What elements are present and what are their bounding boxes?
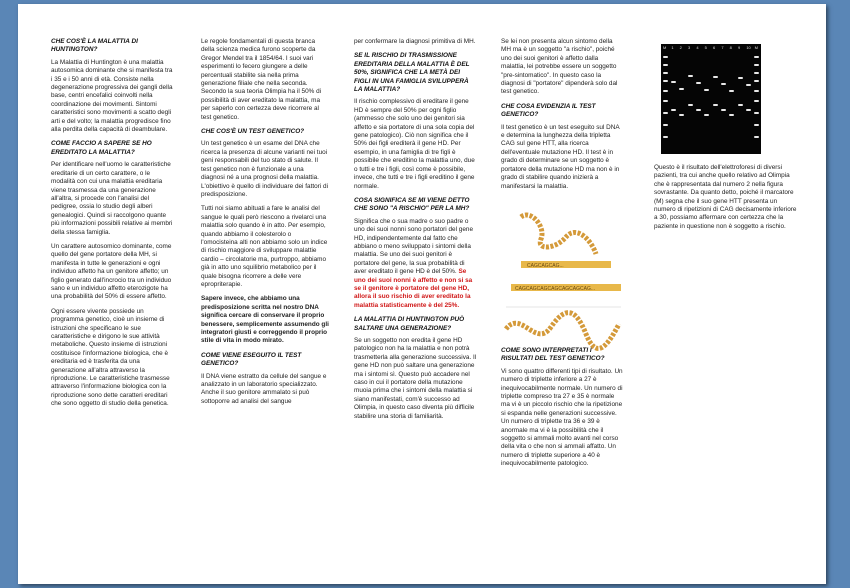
gel-band <box>671 109 676 111</box>
heading-what-is-genetic-test: CHE COS'È UN TEST GENETICO? <box>201 128 305 136</box>
paragraph: Un carattere autosomico dominante, come quello del gene portatore della MH, si manifesta in tutte le generazioni e ogni individuo affetto ha un genitore affetto; un figlio generato dall'incrocio tra un individuo sano e un individuo affetto eterozigote ha una probabilità del 50% di essere affetto. <box>51 242 172 301</box>
gel-band <box>754 136 759 138</box>
electrophoresis-gel-image <box>661 44 761 154</box>
gel-band <box>696 82 701 84</box>
gel-band <box>754 64 759 66</box>
column-5 <box>654 164 799 237</box>
gel-lane-label: 4 <box>696 45 699 50</box>
gel-band <box>738 77 743 79</box>
heading-at-risk: COSA SIGNIFICA SE MI VIENE DETTO CHE SONO "A RISCHIO" PER LA MH? <box>354 196 470 213</box>
paragraph: Il DNA viene estratto da cellule del sangue e analizzato in un laboratorio specializzato. Anche il suo genitore ammalato si può sottoporre ad analisi del sangue <box>201 372 327 405</box>
gel-band <box>754 56 759 58</box>
paragraph-highlight: Se uno dei suoi nonni è affetto e non si sa se il genitore è portatore del gene HD, allora il suo rischio di aver ereditato la malattia statisticamente è del 25%. <box>354 268 473 309</box>
paragraph: Tutti noi siamo abituati a fare le analisi del sangue le quali però riescono a rivelarci una malattia solo quando è in atto. Per esempio, quando abbiamo il colesterolo o l'omocisteina alti non abbiamo solo un indice di rischio maggiore di sviluppare malattie cardio – circolatorie ma, purtroppo, abbiamo già in atto uno squilibrio metabolico per il quale bisogna ricorrere a delle vere epropriterapie. <box>201 205 328 288</box>
heading-skip-generation: LA MALATTIA DI HUNTINGTON PUÒ SALTARE UNA GENERAZIONE? <box>354 316 465 332</box>
gel-lane-label: 10 <box>746 45 751 50</box>
gel-lane-label: 9 <box>738 45 741 50</box>
paragraph: La Malattia di Huntington è una malattia autosomica dominante che si manifesta tra i 35 e i 50 anni di età. Consiste nella degenerazione progressiva dei gangli della base, centri encefalici coinvolti nella coordinazione dei movimenti. Sintomi caratteristici sono movimenti a scatto degli arti e del volto; la malattia progredisce fino alla perdita della capacità di deambulare. <box>51 58 173 134</box>
gel-band <box>663 124 668 126</box>
heading-what-is-huntington: CHE COS'È LA MALATTIA DI HUNTINGTON? <box>51 38 138 54</box>
gel-lane-label: M <box>663 45 667 50</box>
gel-band <box>754 100 759 102</box>
gel-band <box>679 88 684 90</box>
column-2 <box>201 38 329 412</box>
gel-band <box>663 64 668 66</box>
paragraph: Il test genetico è un test eseguito sul DNA e determina la lunghezza della tripletta CAG sul gene HTT, alla ricerca dell'eventuale mutazione HD. Il test è in grado di determinare se un soggetto è portatore della mutazione HD ma non è in grado di stabilire quando inizierà a manifestarsi la malattia. <box>501 123 620 190</box>
paragraph: Un test genetico è un esame del DNA che ricerca la presenza di alcune varianti nei tuoi geni responsabili del tuo stato di salute. Il test genetico non è funzionale a una diagnosi né a una prognosi della malattia. L'obiettivo è quello di individuare dei fattori di predisposizione. <box>201 140 328 198</box>
gel-band <box>754 90 759 92</box>
paragraph: Vi sono quattro differenti tipi di risultato. Un numero di triplette inferiore a 27 è inequivocabilmente normale. Un numero di triplette compreso tra 27 e 35 è normale ma vi è un piccolo rischio che la ripetizione si espanda nelle generazioni successive. Un numero di triplette tra 36 e 39 è anormale ma vi è la possibilità che il soggetto si ammali molto avanti nel corso della vita o che non si ammali affatto. Un numero di triplette superiore a 40 è inequivocabilmente patologico. <box>501 367 623 468</box>
column-1 <box>51 38 173 415</box>
gel-band <box>721 109 726 111</box>
heading-how-test-performed: COME VIENE ESEGUITO IL TEST GENETICO? <box>201 351 302 368</box>
paragraph: Se lei non presenta alcun sintomo della MH ma è un soggetto "a rischio", poiché uno dei suoi genitori è affetto dalla malattia, lei potrebbe essere un soggetto "pre-sintomatico". In questo caso la diagnosi di "portatore" dipenderà solo dal test genetico. <box>501 38 618 96</box>
paragraph: Se un soggetto non eredita il gene HD patologico non ha la malattia e non potrà trasmetterla alla generazione successiva. Il gene HD non può saltare una generazione ma i sintomi sì. Questo può accadere nel caso in cui il portatore della mutazione muoia prima che i sintomi della malattia si siano manifestati, com'è successo ad Olimpia, in questo caso diventa più difficile stabilire una storia di familiarità. <box>354 337 477 420</box>
gel-band <box>713 76 718 78</box>
huntingtin-protein-figure <box>501 209 625 359</box>
paragraph: Il rischio complessivo di ereditare il gene HD è sempre del 50% per ogni figlio (ammesso che solo uno dei genitori sia affetto e sia portatore di una sola copia del gene patologico). Ciò non significa che il 50% dei figli erediterà il gene HD. Per esempio, in una famiglia di tre figli è possibile che ereditino la malattia uno, due o tutti e tre i figli, così come è possibile, invece, che tutti e tre i figli ereditino il gene normale. <box>354 98 475 190</box>
protein-chain-top <box>521 215 596 254</box>
gel-band <box>721 83 726 85</box>
gel-band <box>663 72 668 74</box>
gel-lane-label: 1 <box>671 45 674 50</box>
gel-band <box>696 109 701 111</box>
gel-band <box>754 80 759 82</box>
gel-band <box>663 136 668 138</box>
heading-how-to-know: COME FACCIO A SAPERE SE HO EREDITATO LA MALATTIA? <box>51 140 152 156</box>
gel-lane-label: 2 <box>679 45 682 50</box>
heading-risk-50: SE IL RISCHIO DI TRASMISSIONE EREDITARIA DELLA MALATTIA È DEL 50%, SIGNIFICA CHE LA METÀ DEI FIGLI IN UNA FAMIGLIA SVILUPPERÀ LA MALATTIA? <box>354 52 470 94</box>
gel-band <box>671 81 676 83</box>
paragraph-bold: Sapere invece, che abbiamo una predisposizione scritta nel nostro DNA significa cercare di conservare il proprio benessere, semplicemente assumendo gli integratori giusti e correggendo il proprio stile di vita in modo mirato. <box>201 295 329 345</box>
gel-band <box>754 112 759 114</box>
paragraph <box>354 218 478 310</box>
gel-lane-label: 7 <box>721 45 724 50</box>
protein-chain-bottom <box>506 313 619 349</box>
heading-what-test-shows: CHE COSA EVIDENZIA IL TEST GENETICO? <box>501 102 596 119</box>
gel-band <box>688 75 693 77</box>
paragraph-text: Significa che o sua madre o suo padre o uno dei suoi nonni sono portatori del gene HD, indipendentemente dal fatto che abbiano o meno sviluppato i sintomi della malattia. Se uno dei suoi genitori è portatore del gene, la sua probabilità di aver ereditato il gene HD è del 50%. <box>354 217 474 276</box>
document-page <box>18 4 826 584</box>
gel-band <box>729 90 734 92</box>
gel-band <box>679 114 684 116</box>
gel-band <box>754 124 759 126</box>
gel-lane-label: 6 <box>713 45 716 50</box>
column-3 <box>354 38 478 427</box>
paragraph: per confermare la diagnosi primitiva di MH. <box>354 38 476 45</box>
paragraph: Per identificare nell'uomo le caratteristiche ereditarie di un certo carattere, o le modalità con cui una malattia ereditaria viene trasmessa da una generazione all'altra, si procede con l'analisi del pedigree, ossia lo studio degli alberi genealogici. Quindi si raccolgono quante più informazioni possibili relative ai membri della stessa famiglia. <box>51 161 173 236</box>
paragraph: Ogni essere vivente possiede un programma genetico, cioè un insieme di istruzioni che specificano le sue caratteristiche e dirigono le sue attività metaboliche. Questo insieme di istruzioni costituisce l'informazione biologica, che è ereditaria ed è trasferita da una generazione all'altra attraverso la riproduzione. Le caratteristiche trasmesse attraverso l'informazione biologica con la riproduzione sono dette caratteri ereditari che sono oggetto di studio della genetica. <box>51 307 170 408</box>
gel-lane-label: 8 <box>729 45 732 50</box>
cag-label-long: CAGCAGCAGCAGCAGCAGCAG... <box>515 286 596 292</box>
gel-band <box>688 104 693 106</box>
gel-band <box>713 104 718 106</box>
paragraph-gel-caption: Questo è il risultato dell'elettroforesi di diversi pazienti, tra cui anche quello relativo ad Olimpia che è rappresentata dal numero 2 nella figura sovrastante. Da quanto detto, poiché il marcatore (M) segna che il suo gene HTT presenta un numero di ripetizioni di CAG decisamente inferiore a 30, possiamo affermare con certezza che la paziente in questione non è soggetto a rischio. <box>654 164 797 230</box>
paragraph: Le regole fondamentali di questa branca della scienza medica furono scoperte da Gregor Mendel tra il 1854/64. I suoi vari esperimenti lo fecero giungere a delle percentuali stabilite sia nella prima generazione filiale che nella seconda. Secondo la sua teoria Olimpia ha il 50% di possibilità di aver ereditato la malattia, ma per saperlo con certezza deve ricorrere al test genetico. <box>201 38 322 121</box>
gel-band <box>704 114 709 116</box>
gel-band <box>738 104 743 106</box>
gel-band <box>663 56 668 58</box>
gel-band <box>663 100 668 102</box>
gel-band <box>663 112 668 114</box>
gel-band <box>746 109 751 111</box>
gel-lane-label: 5 <box>704 45 707 50</box>
cag-label-short: CAGCAGCAG... <box>527 263 564 269</box>
gel-band <box>729 114 734 116</box>
gel-band <box>663 80 668 82</box>
gel-band <box>704 89 709 91</box>
gel-band <box>754 72 759 74</box>
gel-lane-label: 3 <box>688 45 691 50</box>
gel-band <box>746 84 751 86</box>
gel-lane-label: M <box>754 45 758 50</box>
gel-band <box>663 90 668 92</box>
heading-results-interpretation: COME SONO INTERPRETATI I RISULTATI DEL TEST GENETICO? <box>501 346 605 363</box>
